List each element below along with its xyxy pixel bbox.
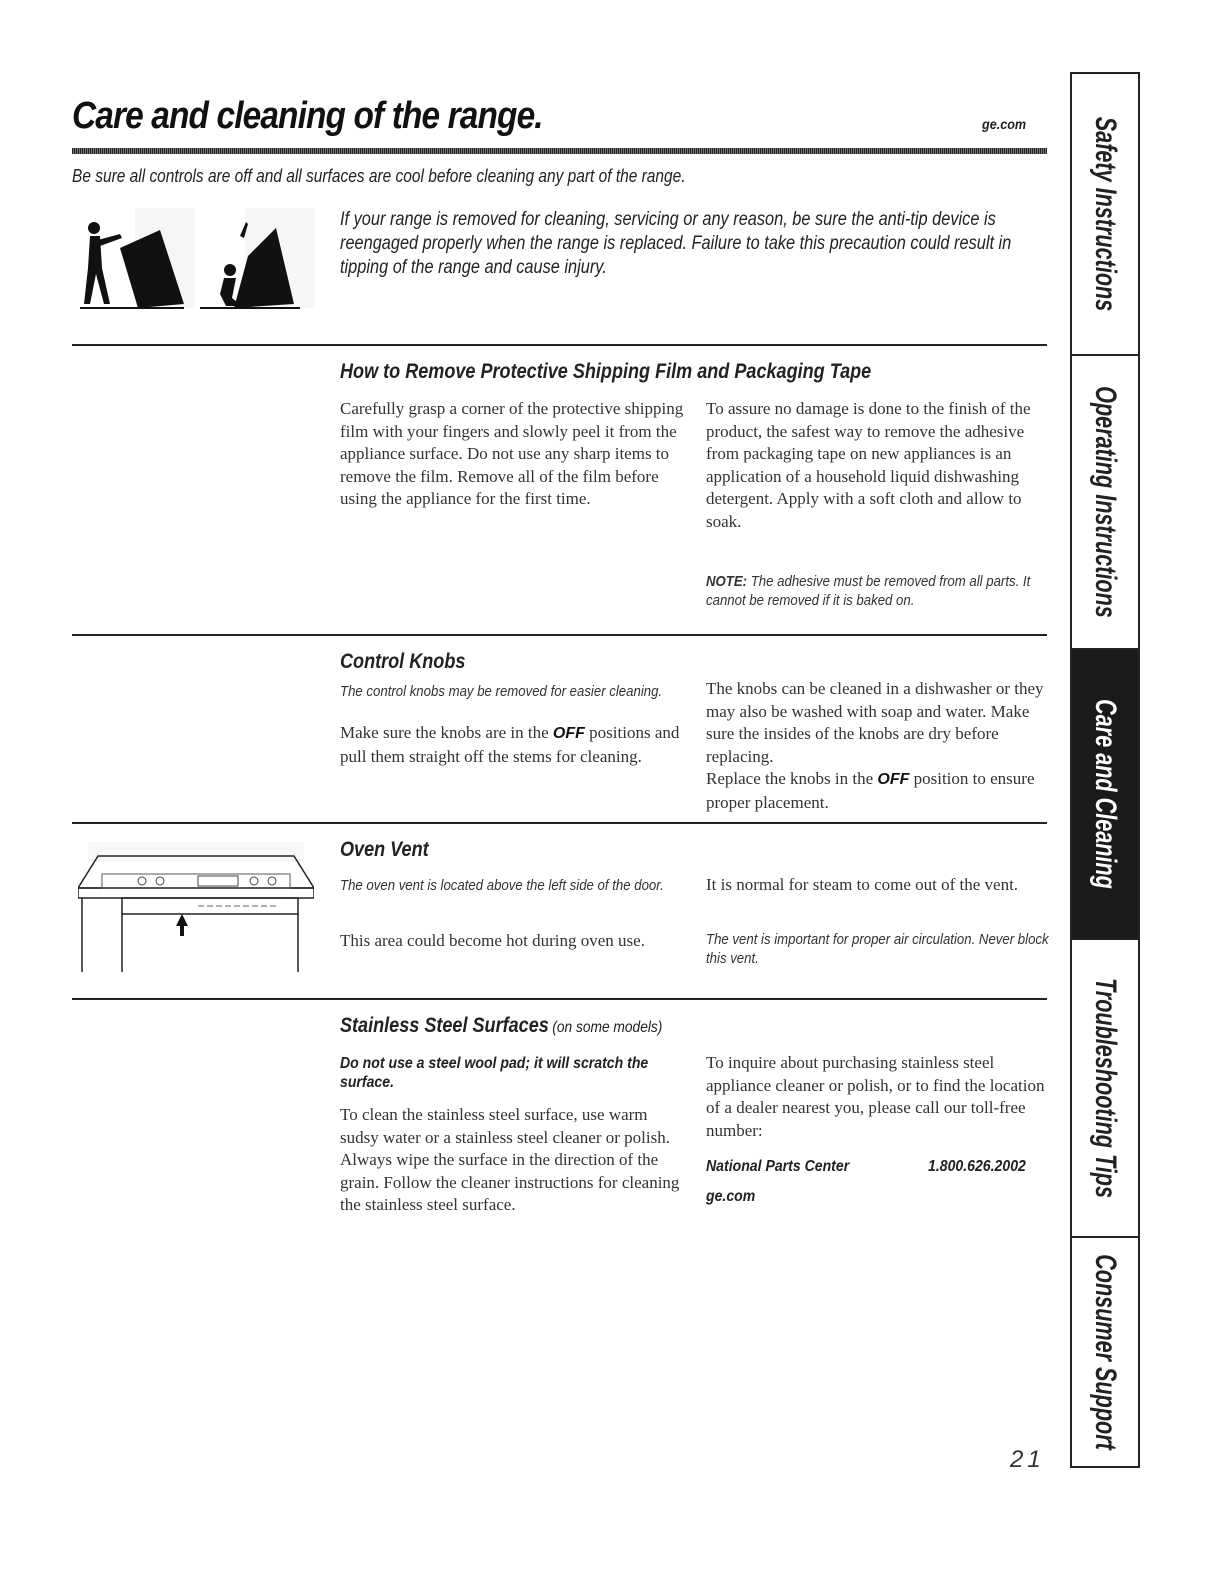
shipping-film-note [706, 572, 1049, 610]
stainless-heading-main: Stainless Steel Surfaces [340, 1014, 549, 1037]
site-link[interactable]: ge.com [982, 116, 1027, 132]
oven-vent-left-text: This area could become hot during oven use. [340, 931, 645, 950]
note-label: NOTE: [706, 573, 748, 590]
off-label: OFF [877, 771, 910, 788]
knobs-left-pre: Make sure the knobs are in the [340, 723, 553, 742]
oven-vent-heading: Oven Vent [340, 838, 429, 861]
oven-vent-right-italic: The vent is important for proper air circulation. Never block this vent. [706, 931, 1049, 967]
control-knobs-left-text [340, 722, 685, 768]
ge-site-link[interactable]: ge.com [706, 1188, 756, 1205]
section-divider [72, 634, 1047, 636]
tab-label: Operating Instructions [1089, 386, 1122, 618]
intro-text: Be sure all controls are off and all surfaces are cool before cleaning any part of the range. [72, 166, 686, 186]
oven-vent-italic: The oven vent is located above the left side of the door. [340, 877, 664, 894]
section-tabs [1070, 72, 1140, 1468]
shipping-film-right-text: To assure no damage is done to the finish of the product, the safest way to remove the adhesive from packaging tape on new appliances is an application of a household liquid dishwashing detergent. Apply with a soft cloth and allow to soak. [706, 399, 1031, 531]
tab-operating-instructions[interactable] [1072, 356, 1138, 650]
stainless-heading-sub: (on some models) [552, 1019, 663, 1036]
knobs-left-post: positions and pull them straight off the stems for cleaning. [340, 723, 680, 766]
note-text: The adhesive must be removed from all parts. It cannot be removed if it is baked on. [706, 573, 1031, 609]
page-title: Care and cleaning of the range. [72, 95, 543, 137]
tab-troubleshooting-tips[interactable] [1072, 940, 1138, 1238]
oven-vent-right-text: It is normal for steam to come out of the vent. [706, 875, 1019, 894]
title-rule [72, 148, 1047, 154]
anti-tip-warning: If your range is removed for cleaning, servicing or any reason, be sure the anti-tip device is reengaged properly when the range is replaced. Failure to take this precaution could result in tipping of the range and cause injury. [340, 209, 1012, 278]
oven-vent-illustration [78, 838, 314, 972]
tab-label: Consumer Support [1089, 1254, 1122, 1450]
control-knobs-italic: The control knobs may be removed for easier cleaning. [340, 683, 663, 700]
stainless-right-text: To inquire about purchasing stainless steel appliance cleaner or polish, or to find the location of a dealer nearest you, please call our toll-free number: [706, 1053, 1045, 1140]
shipping-film-left-text: Carefully grasp a corner of the protective shipping film with your fingers and slowly peel it from the appliance surface. Do not use any sharp items to remove the film. Remove all of the film before using the appliance for the first time. [340, 399, 684, 508]
knobs-right-2-pre: Replace the knobs in the [706, 769, 878, 788]
control-knobs-heading: Control Knobs [340, 650, 466, 673]
tab-label: Safety Instructions [1089, 116, 1122, 312]
parts-center-name: National Parts Center [706, 1158, 850, 1175]
tab-label: Care and Cleaning [1089, 699, 1122, 889]
stainless-left-text: To clean the stainless steel surface, use warm sudsy water or a stainless steel cleaner or polish. Always wipe the surface in the direction of the grain. Follow the cleaner instructions for cleaning the stainless steel surface. [340, 1105, 680, 1214]
section-divider [72, 998, 1047, 1000]
anti-tip-warning-illustration [80, 208, 320, 314]
tab-safety-instructions[interactable] [1072, 74, 1138, 356]
knobs-right-1: The knobs can be cleaned in a dishwasher or they may also be washed with soap and water. Make sure the insides of the knobs are dry before replacing. [706, 679, 1044, 766]
tab-care-and-cleaning[interactable] [1072, 650, 1138, 940]
page-number: 21 [1010, 1446, 1045, 1473]
stainless-steel-heading [340, 1014, 662, 1038]
control-knobs-right-text [706, 678, 1051, 814]
knobs-right-2-post: position to ensure proper placement. [706, 769, 1035, 812]
shipping-film-heading: How to Remove Protective Shipping Film and Packaging Tape [340, 360, 872, 383]
section-divider [72, 344, 1047, 346]
section-divider [72, 822, 1047, 824]
tab-consumer-support[interactable] [1072, 1238, 1138, 1466]
off-label: OFF [552, 725, 585, 742]
stainless-warning: Do not use a steel wool pad; it will scratch the surface. [340, 1055, 649, 1091]
parts-center-phone[interactable]: 1.800.626.2002 [928, 1158, 1026, 1175]
tab-label: Troubleshooting Tips [1089, 977, 1122, 1199]
